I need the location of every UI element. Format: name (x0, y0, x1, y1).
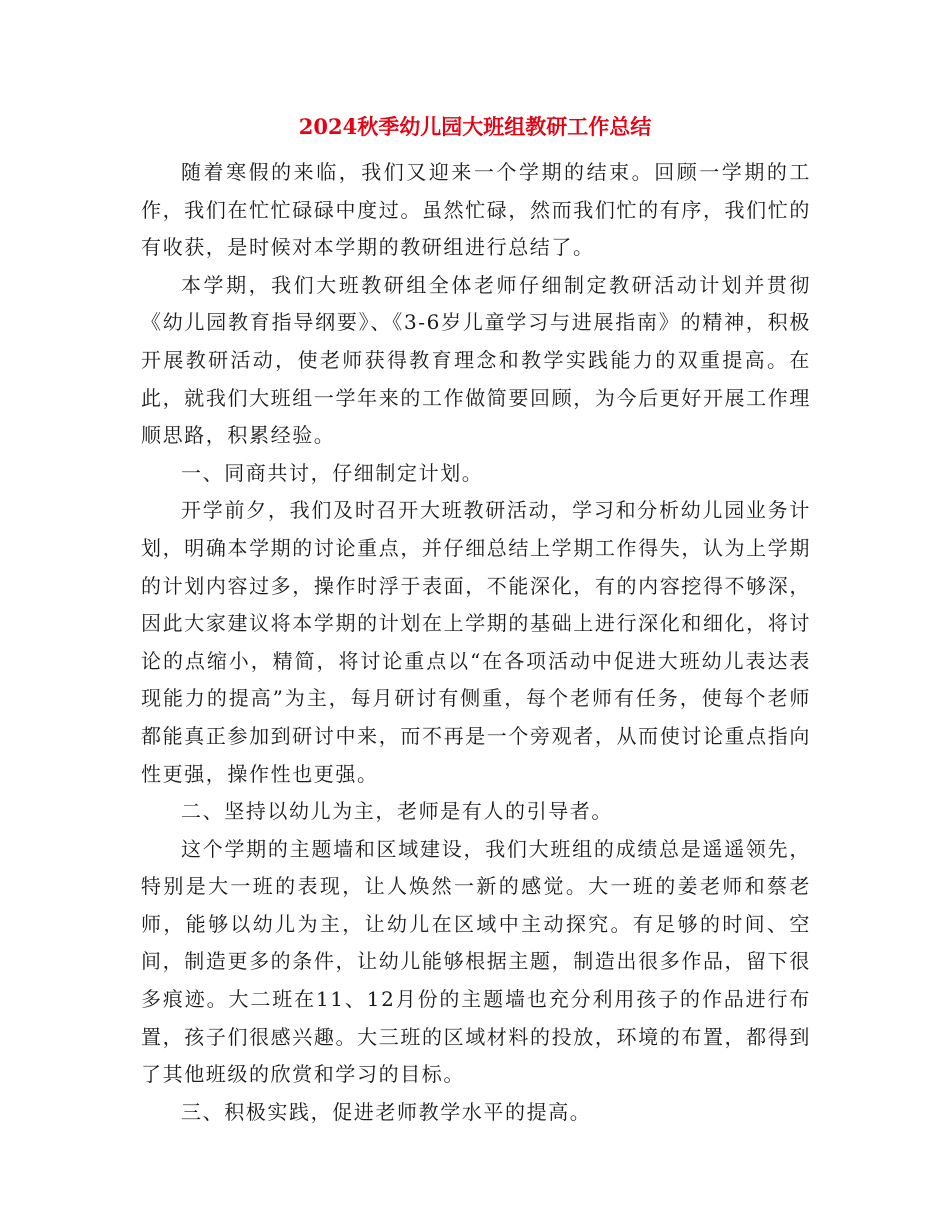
document-body (141, 154, 811, 1131)
section-heading-2: 二、坚持以幼儿为主，老师是有人的引导者。 (181, 799, 613, 824)
paragraph-overview: 本学期，我们大班教研组全体老师仔细制定教研活动计划并贯彻《幼儿园教育指导纲要》、《3-6岁儿童学习与进展指南》的精神，积极开展教研活动，使老师获得教育理念和教学实践能力的双重提高。在此，就我们大班组一学年来的工作做简要回顾，为今后更好开展工作理顺思路，积累经验。 (141, 272, 811, 448)
paragraph-intro: 随着寒假的来临，我们又迎来一个学期的结束。回顾一学期的工作，我们在忙忙碌碌中度过。虽然忙碌，然而我们忙的有序，我们忙的有收获，是时候对本学期的教研组进行总结了。 (141, 160, 811, 260)
paragraph-section-1: 开学前夕，我们及时召开大班教研活动，学习和分析幼儿园业务计划，明确本学期的讨论重点，并仔细总结上学期工作得失，认为上学期的计划内容过多，操作时浮于表面，不能深化，有的内容挖得不够深，因此大家建议将本学期的计划在上学期的基础上进行深化和细化，将讨论的点缩小，精简，将讨论重点以“在各项活动中促进大班幼儿表达表现能力的提高”为主，每月研讨有侧重，每个老师有任务，使每个老师都能真正参加到研讨中来，而不再是一个旁观者，从而使讨论重点指向性更强，操作性也更强。 (141, 498, 811, 786)
document-title: 2024秋季幼儿园大班组教研工作总结 (298, 114, 652, 139)
section-heading-3: 三、积极实践，促进老师教学水平的提高。 (181, 1099, 592, 1124)
paragraph-section-2: 这个学期的主题墙和区域建设，我们大班组的成绩总是遥遥领先，特别是大一班的表现，让人焕然一新的感觉。大一班的姜老师和蔡老师，能够以幼儿为主，让幼儿在区域中主动探究。有足够的时间、空间，制造更多的条件，让幼儿能够根据主题，制造出很多作品，留下很多痕迹。大二班在11、12月份的主题墙也充分利用孩子的作品进行布置，孩子们很感兴趣。大三班的区域材料的投放，环境的布置，都得到了其他班级的欣赏和学习的目标。 (141, 836, 811, 1087)
section-heading-1: 一、同商共讨，仔细制定计划。 (181, 460, 484, 485)
